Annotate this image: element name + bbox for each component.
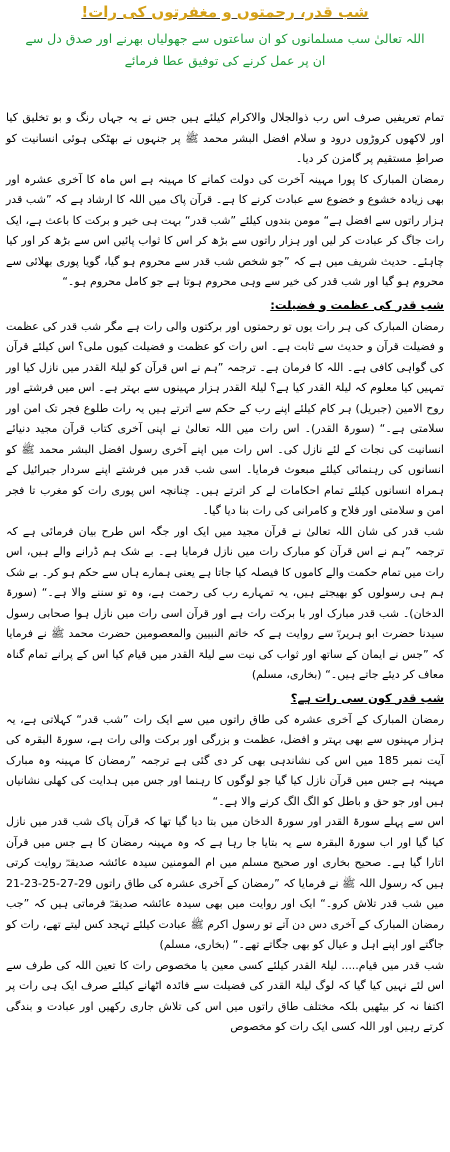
article-body <box>6 108 444 1038</box>
paragraph-ramadan: رمضان المبارک کا پورا مہینہ آخرت کی دولت کمانے کا مہینہ ہے اس ماہ کا آخری عشرہ اور بھی زیادہ خشوع و خضوع سے عبادت کرنے کا ہے۔ قرآن پاک میں اللہ کا ارشاد ہے کہ ”شب قدر ہزار راتوں سے افضل ہے“ مومن بندوں کیلئے ”شب قدر“ بہت ہی خیر و برکت کا باعث ہے، ایک رات جاگ کر عبادت کر لیں اور ہزار راتوں سے بڑھ کر اس کا ثواب پائیں اس سے بڑھ کر اور کیا چاہئے۔ حدیث شریف میں ہے کہ ”جو شخص شب قدر سے محروم ہو گیا، گویا پوری بھلائی سے محروم ہو گیا اور شب قدر کی خیر سے وہی محروم ہوتا ہے جو کامل محروم ہو۔“ <box>6 172 444 288</box>
paragraph-which-night-2: اس سے پہلے سورۃ القدر اور سورۃ الدخان میں بتا دیا گیا تھا کہ قرآن پاک شب قدر میں نازل کیا گیا اور اب سورۃ البقرہ سے یہ بتایا جا رہا ہے کہ وہ مہینہ رمضان کا ہے جس میں قرآن اتارا گیا ہے۔ صحیح بخاری اور صحیح مسلم میں ام المومنین سیدہ عائشہ صدیقہؓ روایت کرتی ہیں کہ رسول اللہ ﷺ نے فرمایا کہ ”رمضان کے آخری عشرہ کی طاق راتوں 29-27-25-23-21 میں شب قدر تلاش کرو۔“ ایک اور روایت میں بھی سیدہ عائشہ صدیقہؓ فرماتی ہیں کہ ”جب رمضان المبارک کے آخری دس دن آتے تو رسول اکرم ﷺ عبادت کیلئے تہجد کس لیتے تھے، رات کو جاگتے اور اپنے اہل و عیال کو بھی جگاتے تھے۔“ (بخاری، مسلم) <box>6 815 444 951</box>
paragraph-greatness-1: رمضان المبارک کی ہر رات یوں تو رحمتوں اور برکتوں والی رات ہے مگر شب قدر کی عظمت و فضیلت قرآن و حدیث سے ثابت ہے۔ اس رات کو عظمت و فضیلت کیوں ملی؟ اس کیلئے قرآن کی گواہی کافی ہے۔ اللہ کا فرمان ہے۔ ترجمہ ”ہم نے اس قرآن کو لیلۃ القدر میں نازل کیا اور تمہیں کیا معلوم کہ لیلۃ القدر کیا ہے؟ لیلۃ القدر ہزار مہینوں سے بہتر ہے۔ اس میں فرشتے اور روح الامین (جبریل) ہر کام کیلئے اپنے رب کے حکم سے اترتے ہیں یہ رات طلوع فجر تک امن اور سلامتی ہے۔“ (سورۃ القدر)۔ اس رات میں اللہ تعالیٰ نے اپنی آخری کتاب قرآن مجید دنیائے انسانیت کی نجات کے لئے نازل کی۔ اس رات میں اپنے آخری رسول افضل البشر محمد ﷺ کو انسانوں کی رہنمائی کیلئے مبعوث فرمایا۔ اسی شب قدر میں فرشتے اپنے سردار جبرائیل کے ہمراہ انسانوں کیلئے تمام احکامات لے کر اترتے ہیں۔ چنانچہ اس پوری رات کو مغرب تا فجر امن و سلامتی اور فلاح و کامرانی کی رات بنا دیا گیا۔ <box>6 319 444 517</box>
article-page <box>0 2 450 1152</box>
article-title: شب قدر، رحمتوں و مغفرتوں کی رات! <box>81 3 369 21</box>
paragraph-greatness-2: شب قدر کی شان اللہ تعالیٰ نے قرآن مجید میں ایک اور جگہ اس طرح بیان فرمائی ہے کہ ترجمہ ”ہم نے اس قرآن کو مبارک رات میں نازل فرمایا ہے۔ بے شک ہم ڈرانے والے ہیں، اس رات میں تمام حکمت والے کاموں کا فیصلہ کیا جاتا ہے یعنی ہمارے ہاں سے حکم ہو کر۔ بے شک ہم ہی رسولوں کو بھیجتے ہیں، یہ تمہارے رب کی رحمت ہے، وہ تو سننے والا ہے۔“ (سورۃ الدخان)۔ شب قدر مبارک اور با برکت رات ہے اور قرآن اسی رات میں نازل ہوا صحابی رسول سیدنا حضرت ابو ہریرہؓ سے روایت ہے کہ خاتم النبیین والمعصومین حضرت محمد ﷺ نے فرمایا کہ ”جس نے ایمان کے ساتھ اور ثواب کی نیت سے لیلۃ القدر میں قیام کیا اس کے پرانے تمام گناہ معاف کر دیئے جاتے ہیں۔“ (بخاری، مسلم) <box>6 524 444 681</box>
paragraph-which-night-1: رمضان المبارک کے آخری عشرہ کی طاق راتوں میں سے ایک رات ”شب قدر“ کہلاتی ہے، یہ ہزار مہینوں سے بھی بہتر و افضل، عظمت و بزرگی اور برکت والی رات ہے، سورۃ البقرہ کی آیت نمبر 185 میں اس کی نشاندہی بھی کر دی گئی ہے ترجمہ ”رمضان کا مہینہ وہ مبارک مہینہ ہے جس میں قرآن نازل کیا گیا جو لوگوں کا رہنما اور جس میں ہدایت کی کھلی نشانیاں ہیں اور جو حق و باطل کو الگ الگ کرنے والا ہے۔“ <box>6 712 444 808</box>
article-intro: اللہ تعالیٰ سب مسلمانوں کو ان ساعتوں سے جھولیاں بھرنے اور صدق دل سے ان پر عمل کرنے کی توفیق عطا فرمائے <box>25 31 425 68</box>
section-heading-greatness: شب قدر کی عظمت و فضیلت: <box>270 297 444 312</box>
paragraph-qiyam: شب قدر میں قیام..... لیلۃ القدر کیلئے کسی معین یا مخصوص رات کا تعین اللہ کی طرف سے اس لئے نہیں کیا گیا کہ لوگ لیلۃ القدر کی فضیلت سے فائدہ اٹھانے کیلئے صرف ایک ہی رات پر اکتفا نہ کر بیٹھیں بلکہ مختلف طاق راتوں میں اس کی تلاش جاری رکھیں اور عبادت و بندگی کرتے رہیں اور اللہ کسی ایک رات کو مخصوص <box>6 958 444 1033</box>
paragraph-opening: تمام تعریفیں صرف اس رب ذوالجلال والاکرام کیلئے ہیں جس نے یہ جہاں رنگ و بو تخلیق کیا اور لاکھوں کروڑوں درود و سلام افضل البشر محمد ﷺ پر جنہوں نے بھٹکی ہوئی انسانیت کو صراطِ مستقیم پر گامزن کر دیا۔ <box>6 111 444 165</box>
section-heading-which-night: شب قدر کون سی رات ہے؟ <box>290 690 444 705</box>
